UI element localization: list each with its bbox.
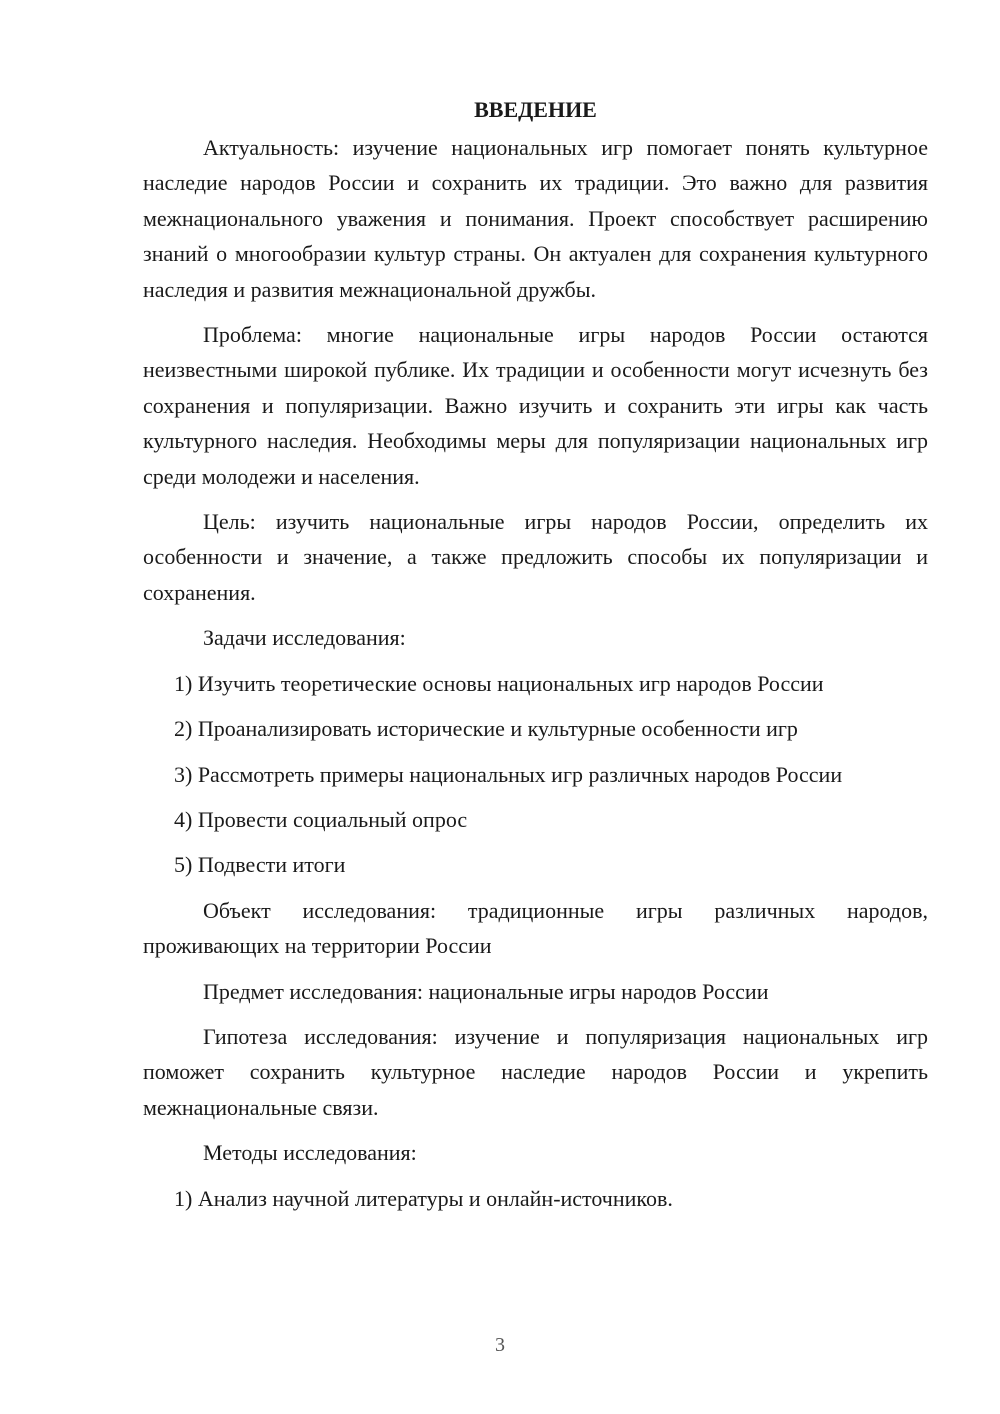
task-item-5: 5) Подвести итоги (174, 852, 346, 878)
method-item-1: 1) Анализ научной литературы и онлайн-источников. (174, 1185, 673, 1211)
object-paragraph: Объект исследования: традиционные игры различных народов, проживающих на территории России (143, 897, 928, 959)
document-page (143, 92, 928, 1226)
relevance-paragraph: Актуальность: изучение национальных игр помогает понять культурное наследие народов России и сохранить их традиции. Это важно для развития межнационального уважения и понимания. Проект способствует расширению знаний о многообразии культур страны. Он актуален для сохранения культурного наследия и развития межнациональной дружбы. (143, 135, 928, 302)
methods-heading: Методы исследования: (203, 1140, 417, 1166)
task-item-4: 4) Провести социальный опрос (174, 806, 468, 832)
problem-paragraph: Проблема: многие национальные игры народов России остаются неизвестными широкой публике. Их традиции и особенности могут исчезнуть без сохранения и популяризации. Важно изучить и сохранить эти игры как часть культурного наследия. Необходимы меры для популяризации национальных игр среди молодежи и населения. (143, 322, 928, 489)
tasks-heading: Задачи исследования: (203, 625, 406, 651)
section-title: ВВЕДЕНИЕ (474, 97, 597, 122)
subject-paragraph: Предмет исследования: национальные игры народов России (203, 978, 769, 1004)
page-number: 3 (495, 1334, 505, 1356)
hypothesis-paragraph: Гипотеза исследования: изучение и популяризация национальных игр поможет сохранить культурное наследие народов России и укрепить межнациональные связи. (143, 1023, 928, 1120)
goal-paragraph: Цель: изучить национальные игры народов России, определить их особенности и значение, а также предложить способы их популяризации и сохранения. (143, 509, 928, 605)
task-item-1: 1) Изучить теоретические основы национальных игр народов России (174, 670, 824, 696)
task-item-2: 2) Проанализировать исторические и культурные особенности игр (174, 716, 798, 742)
task-item-3: 3) Рассмотреть примеры национальных игр различных народов России (174, 761, 843, 787)
